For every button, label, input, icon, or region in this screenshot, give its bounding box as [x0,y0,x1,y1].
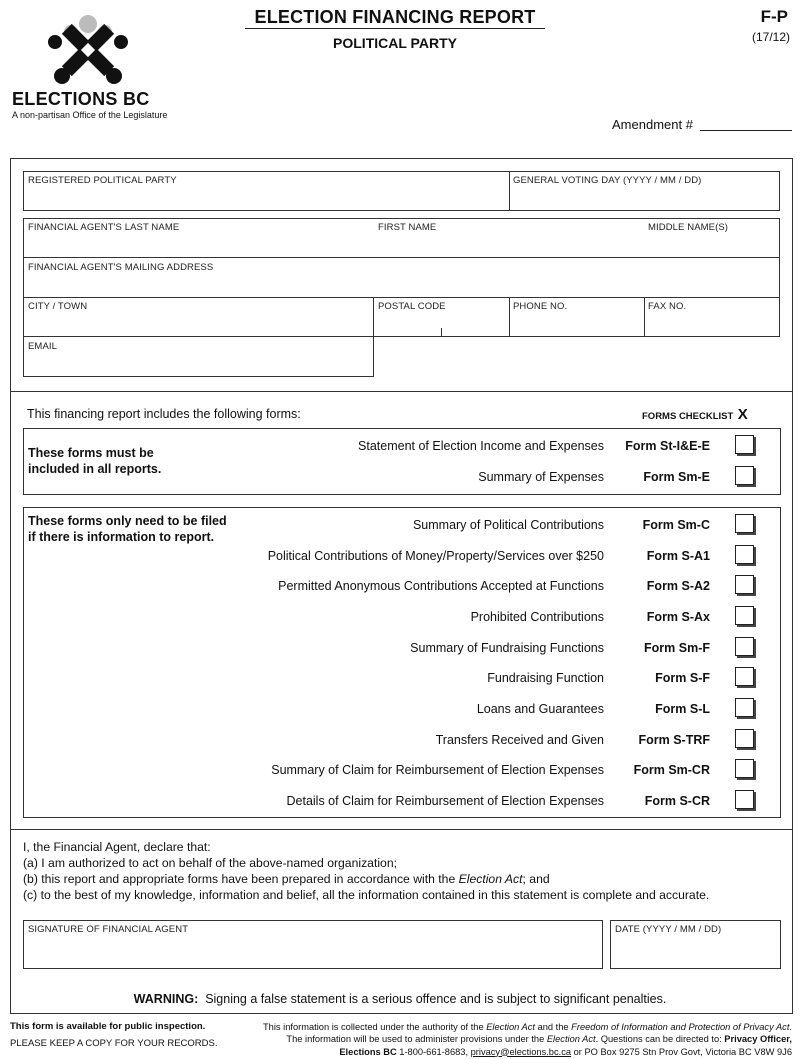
form-name-s-l: Loans and Guarantees [476,702,604,716]
fax-label: FAX NO. [648,301,687,312]
checkbox-s-ax[interactable] [735,606,754,625]
email-label: EMAIL [28,341,58,352]
required-forms-title-line1: These forms must be [28,446,154,460]
declaration-item-b-text: (b) this report and appropriate forms have been prepared in accordance with the [23,872,459,886]
required-forms-title-line2: included in all reports. [28,462,162,476]
form-version: (17/12) [751,30,790,44]
footer-line-3 [227,1046,792,1058]
section-divider-1 [10,391,793,392]
form-code-s-a2: Form S-A2 [646,579,710,593]
footer-line-2 [227,1033,792,1045]
declaration-date-label: DATE (YYYY / MM / DD) [615,924,722,935]
email-bottom-edge [23,376,374,377]
privacy-officer-label: Privacy Officer, [724,1034,792,1045]
checkbox-sm-f[interactable] [735,637,754,656]
footer-text: . [789,1022,792,1032]
phone-field[interactable] [510,298,643,336]
agent-last-name-label: FINANCIAL AGENT'S LAST NAME [28,222,180,233]
required-forms-title [28,445,161,477]
checklist-intro: This financing report includes the following forms: [27,407,301,421]
city-label: CITY / TOWN [28,301,88,312]
footer-text: This information is collected under the authority of the [262,1022,487,1032]
declaration-item-b-end: ; and [522,872,550,886]
amendment-label: Amendment # [612,117,693,132]
section-divider-2 [10,829,793,830]
form-code-s-ax: Form S-Ax [646,610,710,624]
footer-text: The information will be used to administer provisions under the [286,1034,547,1045]
form-code-sm-f: Form Sm-F [644,641,710,655]
middle-names-label: MIDDLE NAME(S) [648,222,729,233]
footer-phone: 1-800-661-8683, [396,1046,471,1057]
forms-checklist-header [642,406,748,424]
checkbox-sm-e[interactable] [735,466,754,485]
form-code-sm-cr: Form Sm-CR [633,763,710,777]
optional-forms-title [28,513,227,545]
footer-text: and the [534,1022,572,1032]
privacy-email-link[interactable]: privacy@elections.bc.ca [470,1046,572,1057]
form-name-sm-cr: Summary of Claim for Reimbursement of Election Expenses [271,763,604,777]
fax-field[interactable] [645,298,779,336]
form-code-st-ie-e: Form St-I&E-E [625,439,710,453]
declaration-item-a: (a) I am authorized to act on behalf of the above-named organization; [23,856,397,870]
warning-text: Signing a false statement is a serious offence and is subject to significant penalties. [205,992,667,1006]
checkbox-st-ie-e[interactable] [735,435,754,454]
footer-privacy-notice [227,1021,792,1058]
postal-code-label: POSTAL CODE [378,301,446,312]
signature-label: SIGNATURE OF FINANCIAL AGENT [28,924,189,935]
footer-keep-copy: PLEASE KEEP A COPY FOR YOUR RECORDS. [10,1038,218,1049]
form-code-s-a1: Form S-A1 [646,549,710,563]
logo-brand-text: ELECTIONS BC [12,89,150,109]
agent-name-field[interactable] [24,219,779,256]
checkbox-sm-cr[interactable] [735,759,754,778]
form-name-st-ie-e: Statement of Election Income and Expenses [358,439,604,453]
election-act-italic: Election Act [458,872,523,886]
form-name-s-ax: Prohibited Contributions [470,610,604,624]
checkbox-s-l[interactable] [735,698,754,717]
checkbox-s-cr[interactable] [735,790,754,809]
checkbox-s-trf[interactable] [735,729,754,748]
footer-line-1 [227,1021,792,1033]
form-code-s-cr: Form S-CR [644,794,710,808]
form-name-sm-c: Summary of Political Contributions [412,518,604,532]
footer-italic: Election Act [486,1022,535,1032]
registered-party-label: REGISTERED POLITICAL PARTY [28,175,177,186]
report-title: ELECTION FINANCING REPORT [254,7,536,27]
declaration-intro: I, the Financial Agent, declare that: [23,840,211,854]
form-code-s-f: Form S-F [655,671,710,685]
footer-text: . Questions can be directed to: [595,1034,725,1045]
report-subtitle: POLITICAL PARTY [333,35,457,51]
form-name-s-trf: Transfers Received and Given [435,733,604,747]
phone-label: PHONE NO. [513,301,568,312]
optional-forms-title-line2: if there is information to report. [28,530,215,544]
form-name-s-a1: Political Contributions of Money/Property/Services over $250 [267,549,604,563]
logo-emblem-icon [10,8,170,90]
city-field[interactable] [24,298,372,336]
email-field[interactable] [24,337,372,375]
general-voting-day-label: GENERAL VOTING DAY (YYYY / MM / DD) [513,175,702,186]
declaration-item-c: (c) to the best of my knowledge, information and belief, all the information contained in this statement is complete and accurate. [23,888,710,902]
footer-public-note: This form is available for public inspection. [10,1021,206,1032]
footer-address: or PO Box 9275 Stn Prov Govt, Victoria BC V8W 9J6 [571,1046,792,1057]
checkbox-s-a2[interactable] [735,575,754,594]
forms-checklist-label: FORMS CHECKLIST [642,411,734,422]
warning-label: WARNING: [133,992,199,1006]
first-name-label: FIRST NAME [378,222,437,233]
form-name-s-a2: Permitted Anonymous Contributions Accepted at Functions [278,579,604,593]
checkbox-s-f[interactable] [735,667,754,686]
warning-notice [0,992,800,1006]
amendment-number-field[interactable] [700,130,792,131]
checkbox-sm-c[interactable] [735,514,754,533]
title-underline [245,28,545,29]
forms-checklist-mark: X [737,406,748,423]
postal-code-field[interactable] [374,298,508,336]
footer-italic: Freedom of Information and Protection of Privacy Act [571,1022,790,1032]
form-code-sm-c: Form Sm-C [642,518,710,532]
form-code-s-l: Form S-L [655,702,710,716]
logo-tagline: A non-partisan Office of the Legislature [12,110,168,120]
form-name-sm-e: Summary of Expenses [478,470,604,484]
form-name-s-f: Fundraising Function [487,671,604,685]
form-code-sm-e: Form Sm-E [643,470,710,484]
checkbox-s-a1[interactable] [735,545,754,564]
footer-italic: Election Act [546,1034,596,1045]
elections-bc-logo [10,8,170,123]
form-code-s-trf: Form S-TRF [638,733,710,747]
form-name-s-cr: Details of Claim for Reimbursement of Election Expenses [286,794,604,808]
footer-org-name: Elections BC [339,1046,397,1057]
optional-forms-title-line1: These forms only need to be filed [28,514,227,528]
declaration-item-b [23,872,550,886]
mailing-address-field[interactable] [24,258,779,296]
mailing-address-label: FINANCIAL AGENT'S MAILING ADDRESS [28,262,214,273]
form-code: F-P [760,7,788,26]
form-name-sm-f: Summary of Fundraising Functions [410,641,604,655]
